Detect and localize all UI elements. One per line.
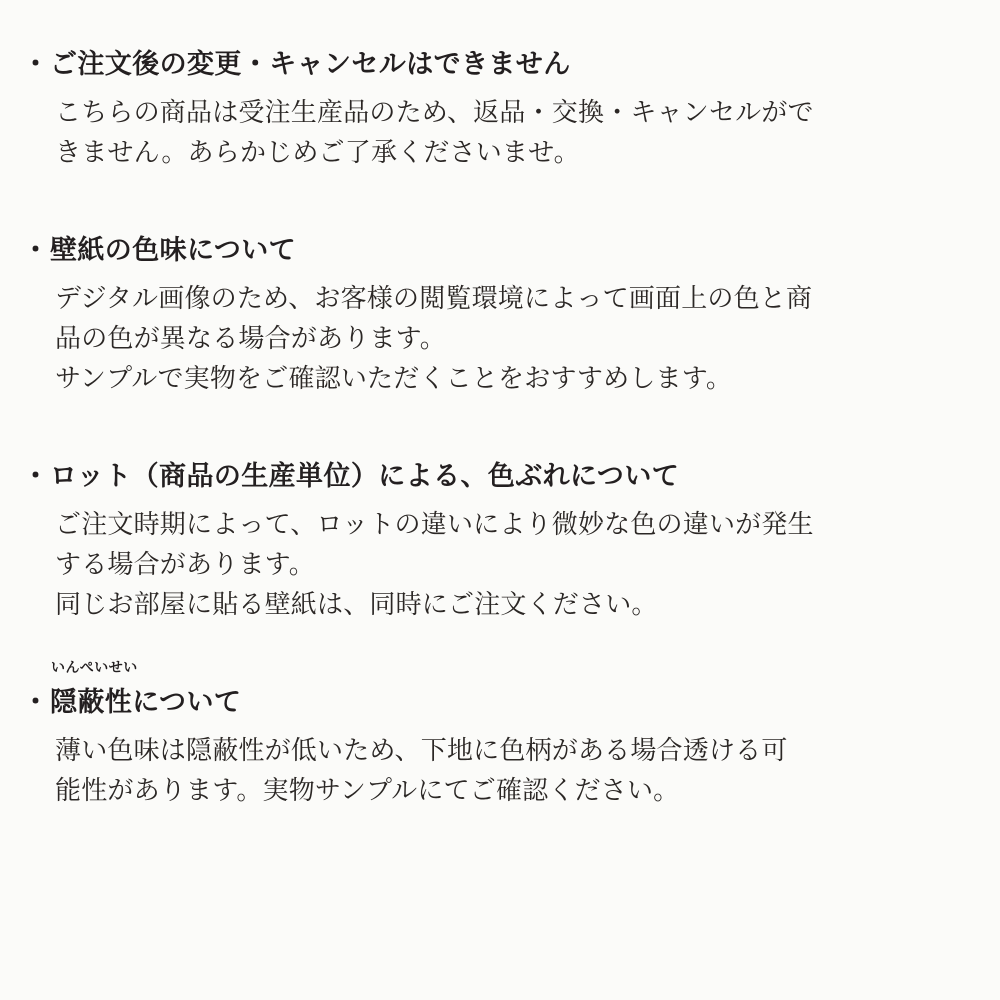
note-body-line: 同じお部屋に貼る壁紙は、同時にご注文ください。 — [55, 589, 658, 619]
note-body-line: こちらの商品は受注生産品のため、返品・交換・キャンセルがで — [55, 97, 814, 127]
note-heading-ruby: いんぺいせい — [51, 659, 138, 675]
note-body-line: する場合があります。 — [55, 549, 315, 579]
note-heading: 壁紙の色味について — [50, 235, 297, 265]
note-section-order-change — [22, 44, 970, 172]
note-body-line: デジタル画像のため、お客様の閲覧環境によって画面上の色と商 — [55, 283, 813, 313]
note-body-line: ご注文時期によって、ロットの違いにより微妙な色の違いが発生 — [55, 509, 814, 539]
note-body-line: サンプルで実物をご確認いただくことをおすすめします。 — [55, 363, 733, 393]
note-heading-row — [22, 230, 970, 270]
note-heading: ご注文後の変更・キャンセルはできません — [50, 49, 571, 79]
note-body — [55, 504, 970, 624]
bullet-icon: ・ — [22, 235, 49, 265]
note-body — [55, 92, 970, 172]
note-heading-row — [22, 456, 970, 496]
note-heading-text: 隠蔽性について — [50, 687, 242, 717]
note-section-wallpaper-color — [22, 230, 970, 398]
note-heading-row — [22, 659, 970, 722]
note-heading: ロット（商品の生産単位）による、色ぶれについて — [50, 461, 680, 491]
note-section-opacity — [22, 659, 970, 810]
note-body-line: 薄い色味は隠蔽性が低いため、下地に色柄がある場合透ける可 — [55, 735, 788, 765]
note-body-line: 品の色が異なる場合があります。 — [55, 323, 446, 353]
note-body-line: きません。あらかじめご了承くださいませ。 — [55, 137, 580, 167]
bullet-icon: ・ — [22, 49, 49, 79]
bullet-icon: ・ — [22, 687, 49, 717]
note-heading-row — [22, 44, 970, 84]
note-body — [55, 278, 970, 398]
note-body-line: 能性があります。実物サンプルにてご確認ください。 — [55, 775, 680, 805]
note-section-lot-color-variation — [22, 456, 970, 624]
note-body — [55, 730, 970, 810]
bullet-icon: ・ — [22, 461, 49, 491]
note-heading — [50, 659, 242, 722]
